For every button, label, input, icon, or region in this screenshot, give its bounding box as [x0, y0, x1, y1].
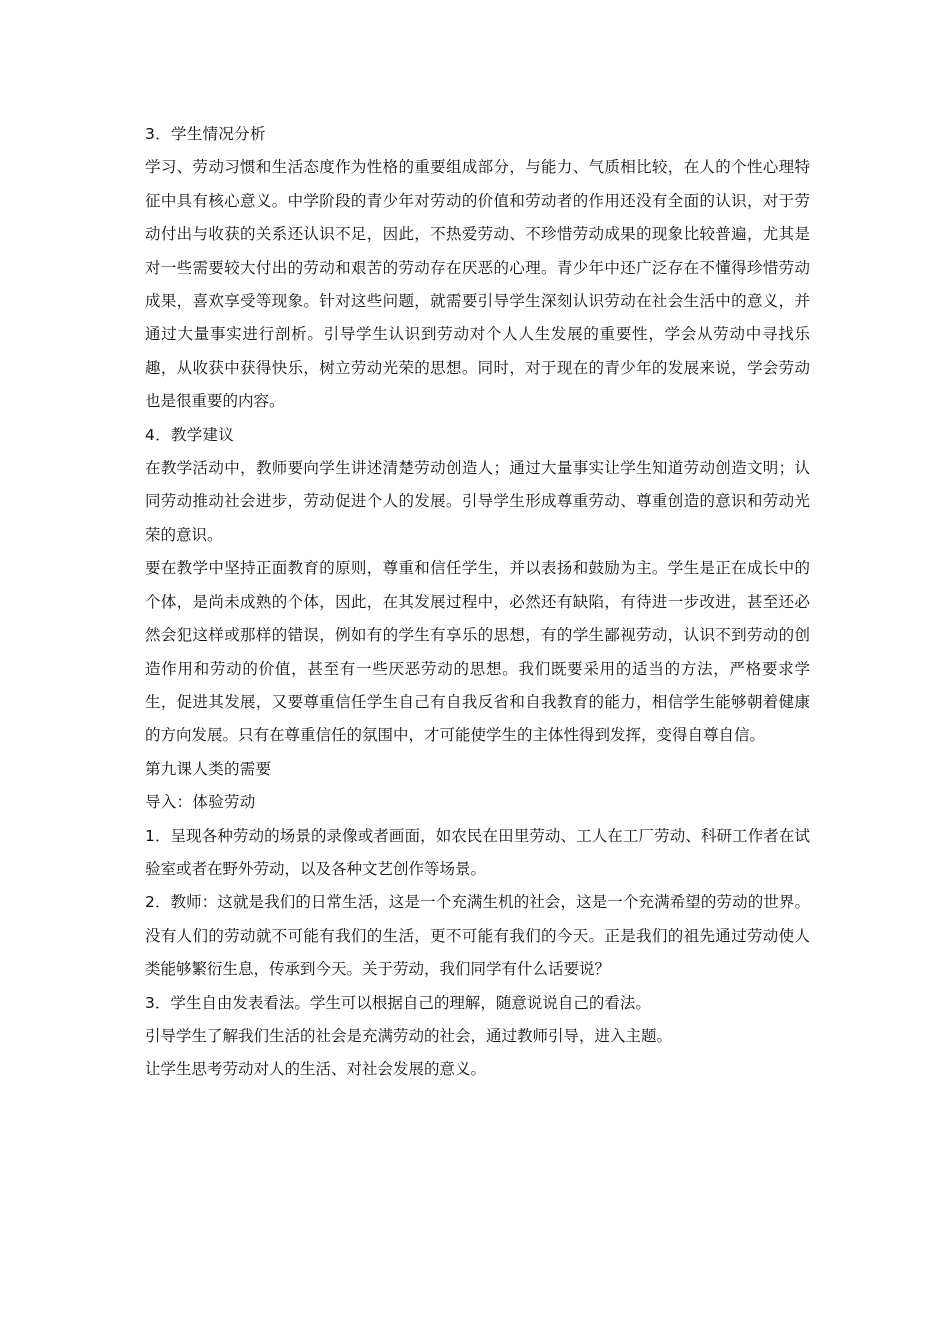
lesson-title: 第九课人类的需要: [145, 759, 272, 778]
section-heading-student-analysis: 3．学生情况分析: [145, 125, 266, 143]
list-item-2: 2．教师：这就是我们的日常生活，这是一个充满生机的社会，这是一个充满希望的劳动的世界。没有人们的劳动就不可能有我们的生活，更不可能有我们的今天。正是我们的祖先通过劳动使人类能够繁衍生息，传承到今天。关于劳动，我们同学有什么话要说？: [145, 893, 810, 979]
list-item-3: 3．学生自由发表看法。学生可以根据自己的理解，随意说说自己的看法。: [145, 993, 651, 1012]
document-body: [145, 118, 810, 1087]
lesson-intro-heading: 导入：体验劳动: [145, 793, 256, 812]
list-item-1: 1．呈现各种劳动的场景的录像或者画面，如农民在田里劳动、工人在工厂劳动、科研工作者在试验室或者在野外劳动，以及各种文艺创作等场景。: [145, 826, 810, 878]
paragraph-think-about-labor: 让学生思考劳动对人的生活、对社会发展的意义。: [145, 1060, 487, 1079]
paragraph-teaching-suggestion-2: 要在教学中坚持正面教育的原则，尊重和信任学生，并以表扬和鼓励为主。学生是正在成长中的个体，是尚未成熟的个体，因此，在其发展过程中，必然还有缺陷，有待进一步改进，甚至还必然会犯这样或那样的错误，例如有的学生有享乐的思想，有的学生鄙视劳动，认识不到劳动的创造作用和劳动的价值，甚至有一些厌恶劳动的思想。我们既要采用的适当的方法，严格要求学生，促进其发展，又要尊重信任学生自己有自我反省和自我教育的能力，相信学生能够朝着健康的方向发展。只有在尊重信任的氛围中，才可能使学生的主体性得到发挥，变得自尊自信。: [145, 559, 810, 745]
paragraph-guide-students: 引导学生了解我们生活的社会是充满劳动的社会，通过教师引导，进入主题。: [145, 1026, 673, 1045]
section-heading-teaching-suggestions: 4．教学建议: [145, 425, 235, 444]
paragraph-teaching-suggestion-1: 在教学活动中，教师要向学生讲述清楚劳动创造人；通过大量事实让学生知道劳动创造文明；认同劳动推动社会进步，劳动促进个人的发展。引导学生形成尊重劳动、尊重创造的意识和劳动光荣的意识。: [145, 459, 810, 544]
paragraph-student-analysis: 学习、劳动习惯和生活态度作为性格的重要组成部分，与能力、气质相比较，在人的个性心理特征中具有核心意义。中学阶段的青少年对劳动的价值和劳动者的作用还没有全面的认识，对于劳动付出与收获的关系还认识不足，因此，不热爱劳动、不珍惜劳动成果的现象比较普遍，尤其是对一些需要较大付出的劳动和艰苦的劳动存在厌恶的心理。青少年中还广泛存在不懂得珍惜劳动成果，喜欢享受等现象。针对这些问题，就需要引导学生深刻认识劳动在社会生活中的意义，并通过大量事实进行剖析。引导学生认识到劳动对个人人生发展的重要性，学会从劳动中寻找乐趣，从收获中获得快乐，树立劳动光荣的思想。同时，对于现在的青少年的发展来说，学会劳动也是很重要的内容。: [145, 158, 810, 411]
